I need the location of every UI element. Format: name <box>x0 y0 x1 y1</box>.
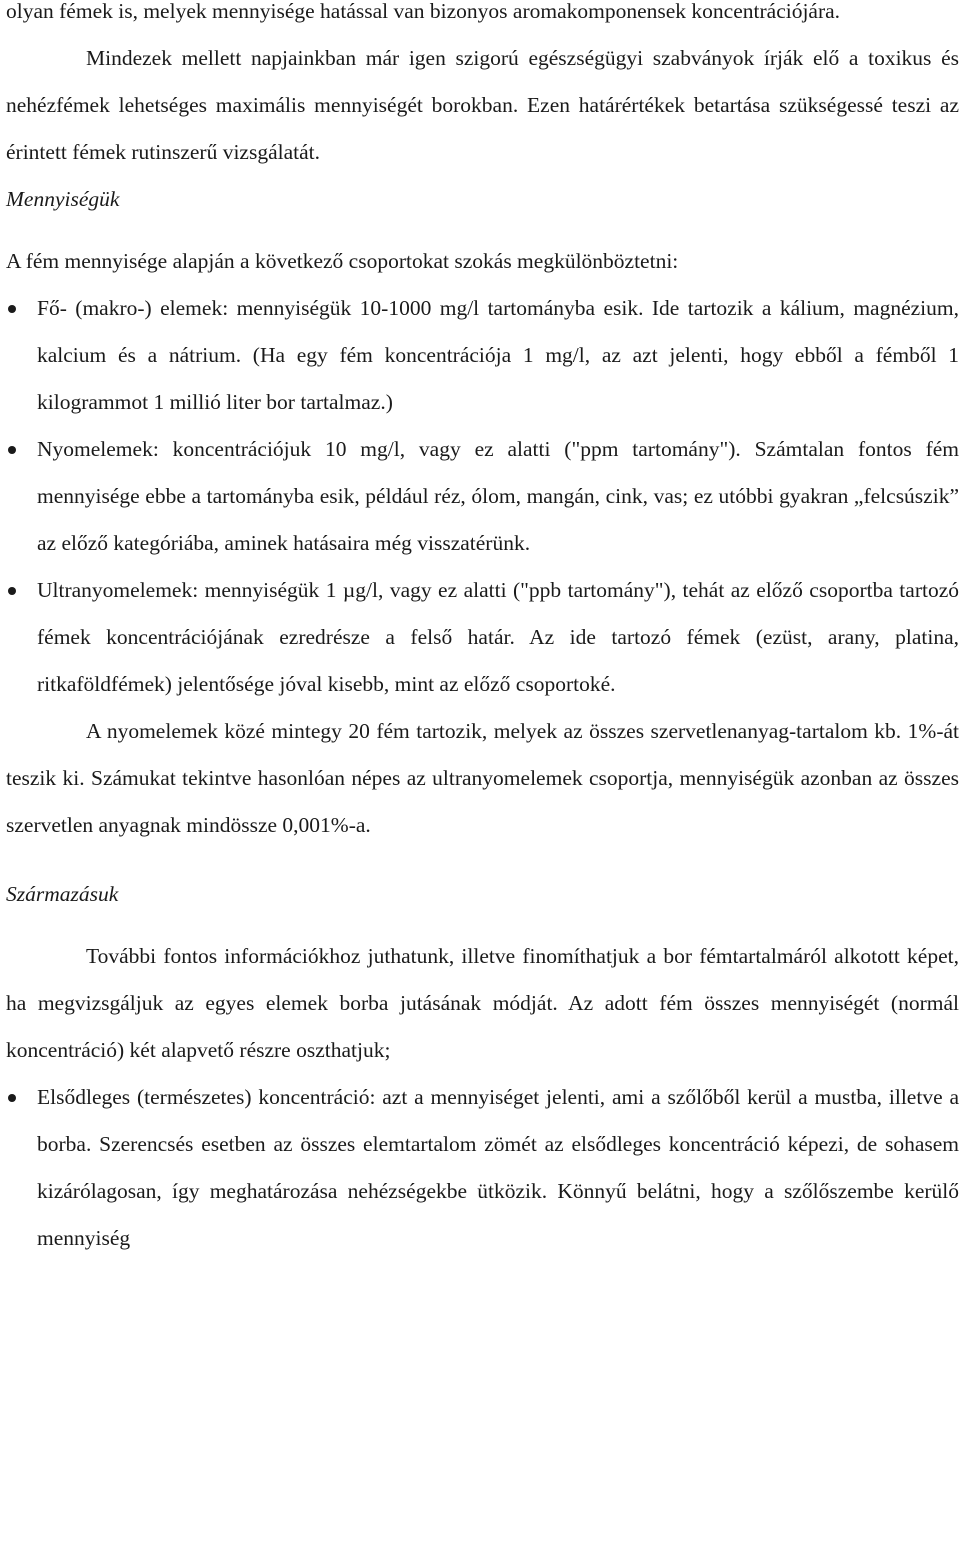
list-item <box>6 426 959 567</box>
quantity-lead-paragraph: A fém mennyisége alapján a következő csoportokat szokás megkülönböztetni: <box>6 249 679 273</box>
bullet-icon <box>8 1094 16 1102</box>
section-heading-origin: Származásuk <box>6 882 119 906</box>
quantity-bullet-list <box>6 285 959 708</box>
list-item-text: Nyomelemek: koncentrációjuk 10 mg/l, vagy ez alatti ("ppm tartomány"). Számtalan fontos fém mennyisége ebbe a tartományba esik, például réz, ólom, mangán, cink, vas; ez utóbbi gyakran „felcsúszik” az előző kategóriába, aminek hatásaira még visszatérünk. <box>37 437 959 555</box>
list-item <box>6 567 959 708</box>
list-item <box>6 285 959 426</box>
document-page <box>6 0 959 1262</box>
origin-lead-paragraph: További fontos információkhoz juthatunk, illetve finomíthatjuk a bor fémtartalmáról alkotott képet, ha megvizsgáljuk az egyes elemek borba jutásának módját. Az adott fém összes mennyiségét (normál koncentráció) két alapvető részre oszthatjuk; <box>6 944 959 1062</box>
list-item-text: Ultranyomelemek: mennyiségük 1 µg/l, vagy ez alatti ("ppb tartomány"), tehát az előző csoportba tartozó fémek koncentrációjának ezredrésze a felső határ. Az ide tartozó fémek (ezüst, arany, platina, ritkaföldfémek) jelentősége jóval kisebb, mint az előző csoportoké. <box>37 578 959 696</box>
intro-paragraph-2: Mindezek mellett napjainkban már igen szigorú egészségügyi szabványok írják elő a toxikus és nehézfémek lehetséges maximális mennyiségét borokban. Ezen határértékek betartása szükségessé teszi az érintett fémek rutinszerű vizsgálatát. <box>6 46 959 164</box>
list-item-text: Elsődleges (természetes) koncentráció: azt a mennyiséget jelenti, ami a szőlőből kerül a mustba, illetve a borba. Szerencsés esetben az összes elemtartalom zömét az elsődleges koncentráció képezi, de sohasem kizárólagosan, így meghatározása nehézségekbe ütközik. Könnyű belátni, hogy a szőlőszembe kerülő mennyiség <box>37 1085 959 1250</box>
section-heading-quantity: Mennyiségük <box>6 187 120 211</box>
bullet-icon <box>8 446 16 454</box>
intro-paragraph-1: olyan fémek is, melyek mennyisége hatással van bizonyos aromakomponensek koncentrációjára. <box>6 0 841 23</box>
quantity-closing-paragraph: A nyomelemek közé mintegy 20 fém tartozik, melyek az összes szervetlenanyag-tartalom kb. 1%-át teszik ki. Számukat tekintve hasonlóan népes az ultranyomelemek csoportja, mennyiségük azonban az összes szervetlen anyagnak mindössze 0,001%-a. <box>6 719 959 837</box>
list-item <box>6 1074 959 1262</box>
list-item-text: Fő- (makro-) elemek: mennyiségük 10-1000 mg/l tartományba esik. Ide tartozik a kálium, magnézium, kalcium és a nátrium. (Ha egy fém koncentrációja 1 mg/l, az azt jelenti, hogy ebből a fémből 1 kilogrammot 1 millió liter bor tartalmaz.) <box>37 296 959 414</box>
bullet-icon <box>8 587 16 595</box>
bullet-icon <box>8 305 16 313</box>
origin-bullet-list <box>6 1074 959 1262</box>
